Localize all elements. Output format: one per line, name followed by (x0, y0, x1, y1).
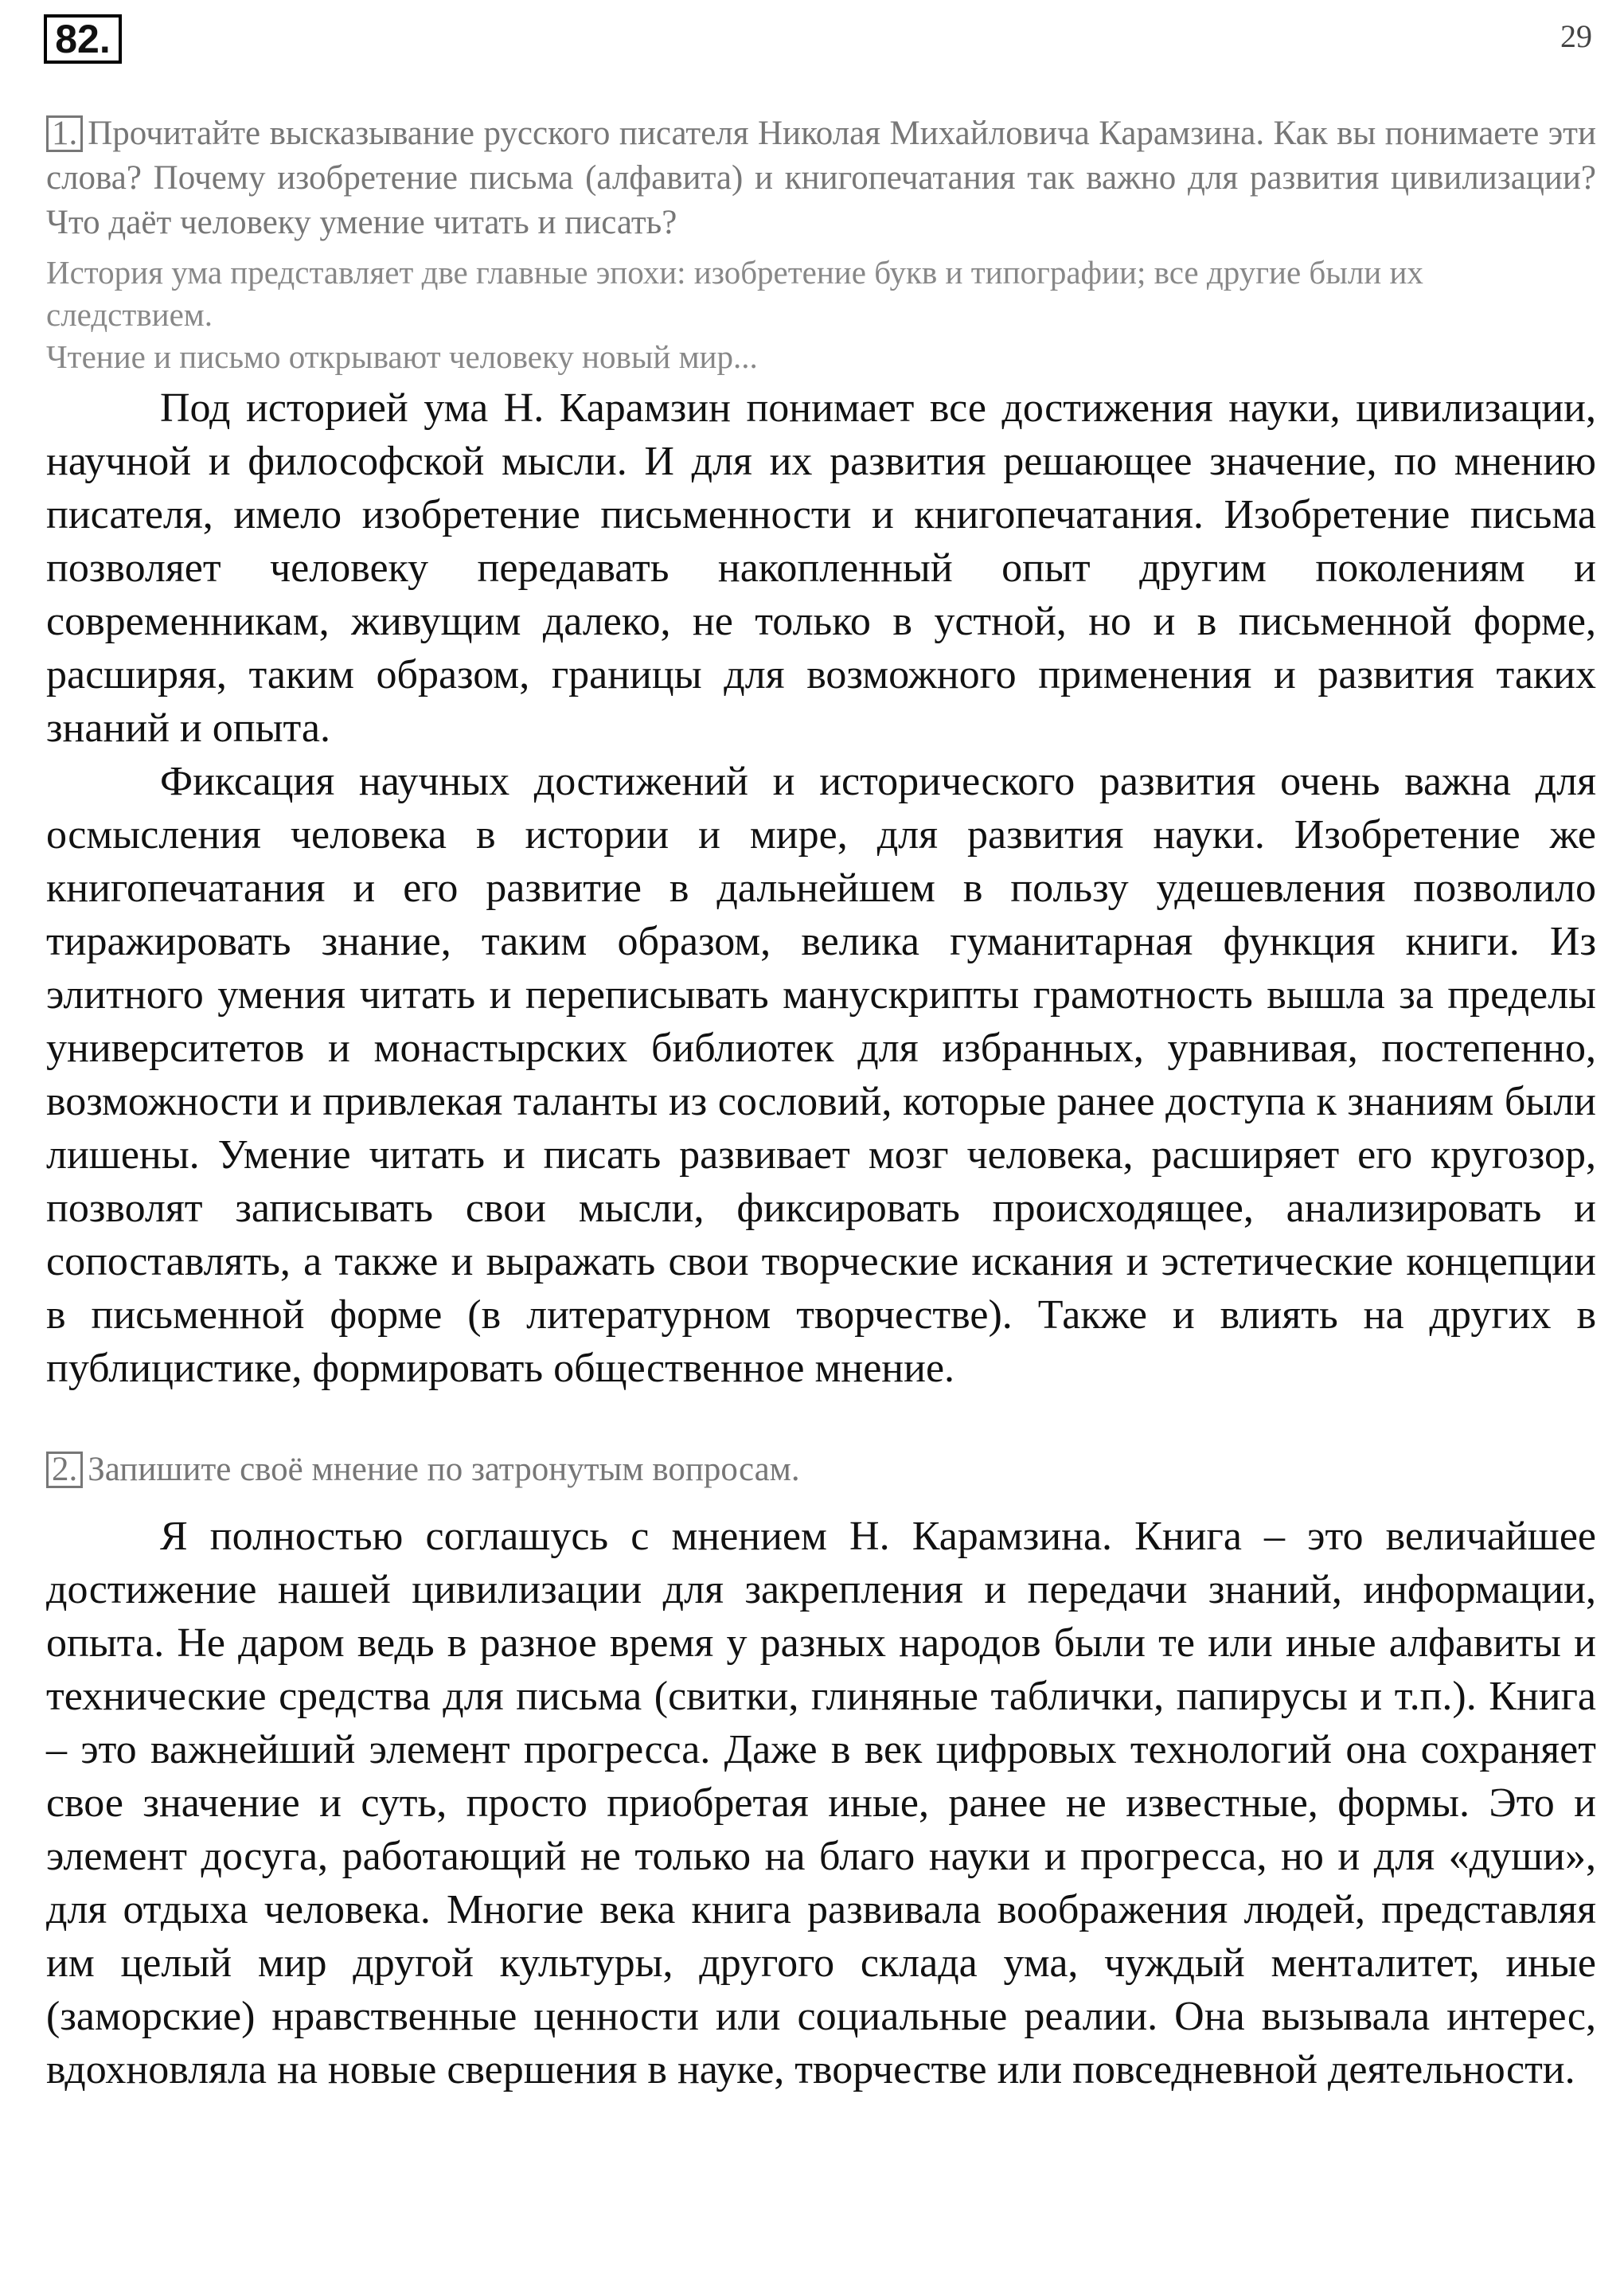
task-2-text: Запишите своё мнение по затронутым вопросам. (88, 1451, 800, 1488)
answer-1 (46, 381, 1596, 1395)
karamzin-quote (46, 252, 1596, 378)
page-content (46, 14, 1596, 2096)
task-1 (46, 111, 1596, 245)
quote-line: История ума представляет две главные эпохи: изобретение букв и типографии; все другие были их следствием. (46, 254, 1423, 333)
answer-paragraph: Под историей ума Н. Карамзин понимает все достижения науки, цивилизации, научной и философской мысли. И для их развития решающее значение, по мнению писателя, имело изобретение письменности и книгопечатания. Изобретение письма позволяет человеку передавать накопленный опыт другим поколениям и современникам, живущим далеко, не только в устной, но и в письменной форме, расширяя, таким образом, границы для возможного применения и развития таких знаний и опыта. (46, 385, 1596, 751)
answer-paragraph: Я полностью соглашусь с мнением Н. Карамзина. Книга – это величайшее достижение нашей цивилизации для закрепления и передачи знаний, информации, опыта. Не даром ведь в разное время у разных народов были те или иные алфавиты и технические средства для письма (свитки, глиняные таблички, папирусы и т.п.). Книга – это важнейший элемент прогресса. Даже в век цифровых технологий она сохраняет свое значение и суть, просто приобретая иные, ранее не известные, формы. Это и элемент досуга, работающий не только на благо науки и прогресса, но и для «души», для отдыха человека. Многие века книга развивала воображения людей, представляя им целый мир другой культуры, другого склада ума, чуждый менталитет, иные (заморские) нравственные ценности или социальные реалии. Она вызывала интерес, вдохновляла на новые свершения в науке, творчестве или повседневной деятельности. (46, 1514, 1596, 2092)
task-1-text: Прочитайте высказывание русского писателя Николая Михайловича Карамзина. Как вы понимаете эти слова? Почему изобретение письма (алфавита) и книгопечатания так важно для развития цивилизации? Что даёт человеку умение читать и писать? (46, 115, 1596, 241)
task-2-number: 2. (46, 1452, 83, 1488)
task-2 (46, 1448, 1596, 1492)
quote-line: Чтение и письмо открывают человеку новый мир... (46, 338, 758, 375)
exercise-number: 82. (44, 14, 122, 64)
answer-paragraph: Фиксация научных достижений и исторического развития очень важна для осмысления человека в истории и мире, для развития науки. Изобретение же книгопечатания и его развитие в дальнейшем в пользу удешевления позволило тиражировать знание, таким образом, велика гуманитарная функция книги. Из элитного умения читать и переписывать манускрипты грамотность вышла за пределы университетов и монастырских библиотек для избранных, уравнивая, постепенно, возможности и привлекая таланты из сословий, которые ранее доступа к знаниям были лишены. Умение читать и писать развивает мозг человека, расширяет его кругозор, позволят записывать свои мысли, фиксировать происходящее, анализировать и сопоставлять, а также и выражать свои творческие искания и эстетические концепции в письменной форме (в литературном творчестве). Также и влиять на других в публицистике, формировать общественное мнение. (46, 759, 1596, 1391)
task-1-number: 1. (46, 115, 83, 152)
page-number: 29 (1560, 18, 1592, 54)
answer-2 (46, 1510, 1596, 2096)
